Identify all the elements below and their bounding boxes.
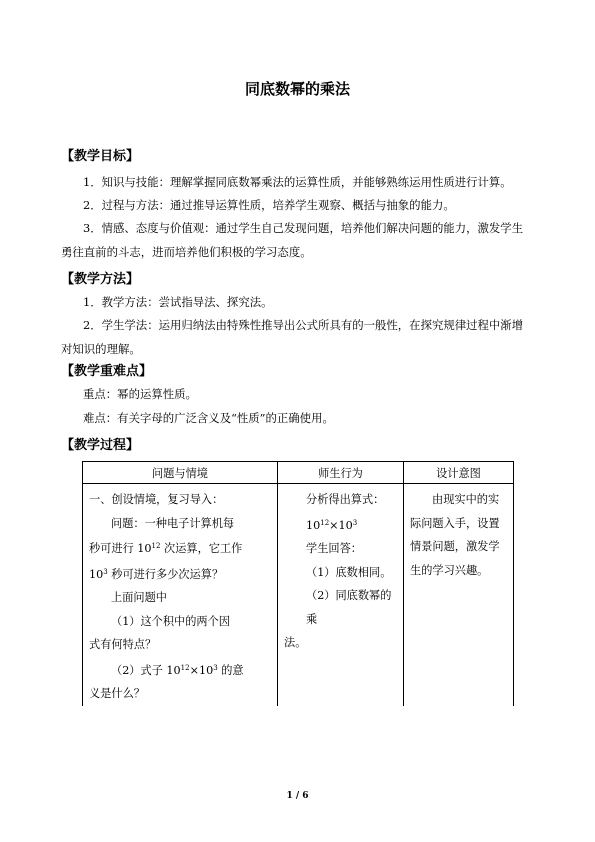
cell-line: （1）这个积中的两个因 (111, 614, 230, 628)
cell-line: 秒可进行 $10^{12}$ 次运算，它工作 (89, 542, 243, 555)
teaching-process-table (82, 461, 514, 706)
cell-line: 学生回答： (306, 542, 362, 555)
table-cell-situation (83, 484, 278, 706)
goal-item-2: 2．过程与方法：通过推导运算性质，培养学生观察、概括与抽象的能力。 (83, 198, 455, 212)
cell-line: （1）底数相同。 (306, 565, 392, 579)
section-heading-goals: 【教学目标】 (61, 149, 140, 164)
section-heading-keypoints: 【教学重难点】 (61, 364, 153, 379)
method-item-1: 1．教学方法：尝试指导法、探究法。 (83, 295, 273, 309)
cell-line: 法。 (284, 636, 307, 649)
column-header: 师生行为 (278, 462, 404, 484)
cell-line: 由现实中的实 (432, 493, 500, 506)
section-heading-methods: 【教学方法】 (61, 272, 140, 287)
cell-line: 生的学习兴趣。 (410, 563, 489, 577)
column-header: 问题与情境 (83, 462, 278, 484)
page-number: 1 / 6 (286, 791, 309, 801)
cell-line: $10^3$ 秒可进行多少次运算？ (89, 567, 224, 581)
cell-line: （2）同底数幂的乘 (306, 589, 392, 626)
goal-item-3: 3．情感、态度与价值观：通过学生自己发现问题，培养他们解决问题的能力，激发学生勇往直前的斗志，进而培养他们积极的学习态度。 (61, 221, 524, 259)
column-header: 设计意图 (404, 462, 514, 484)
table-cell-intent (404, 484, 514, 706)
keypoint-difficulty: 难点：有关字母的广泛含义及“性质”的正确使用。 (83, 411, 334, 425)
cell-line: 问题：一种电子计算机每 (111, 516, 235, 530)
cell-line: 际问题入手，设置 (410, 516, 500, 530)
cell-line: $10^{12}\times 10^3$ (306, 518, 358, 532)
cell-line: 上面问题中 (111, 591, 167, 604)
method-item-2: 2．学生学法：运用归纳法由特殊性推导出公式所具有的一般性，在探究规律过程中渐增对知识的理解。 (61, 318, 524, 356)
cell-line: 义是什么？ (89, 687, 145, 700)
page-title: 同底数幂的乘法 (244, 80, 350, 98)
goal-item-1: 1．知识与技能：理解掌握同底数幂乘法的运算性质，并能够熟练运用性质进行计算。 (83, 175, 512, 189)
cell-line: 分析得出算式： (306, 493, 385, 506)
table-cell-behavior (278, 484, 404, 706)
cell-line: 情景问题，激发学 (410, 540, 500, 553)
keypoint-focus: 重点：幂的运算性质。 (83, 387, 197, 401)
table-header-row (83, 462, 514, 484)
table-row (83, 484, 514, 706)
section-heading-process: 【教学过程】 (61, 438, 140, 453)
cell-line: 一、创设情境，复习导入： (89, 493, 224, 506)
cell-line: （2）式子 $10^{12}\times 10^3$ 的意 (111, 663, 244, 677)
cell-line: 式有何特点？ (89, 638, 157, 651)
